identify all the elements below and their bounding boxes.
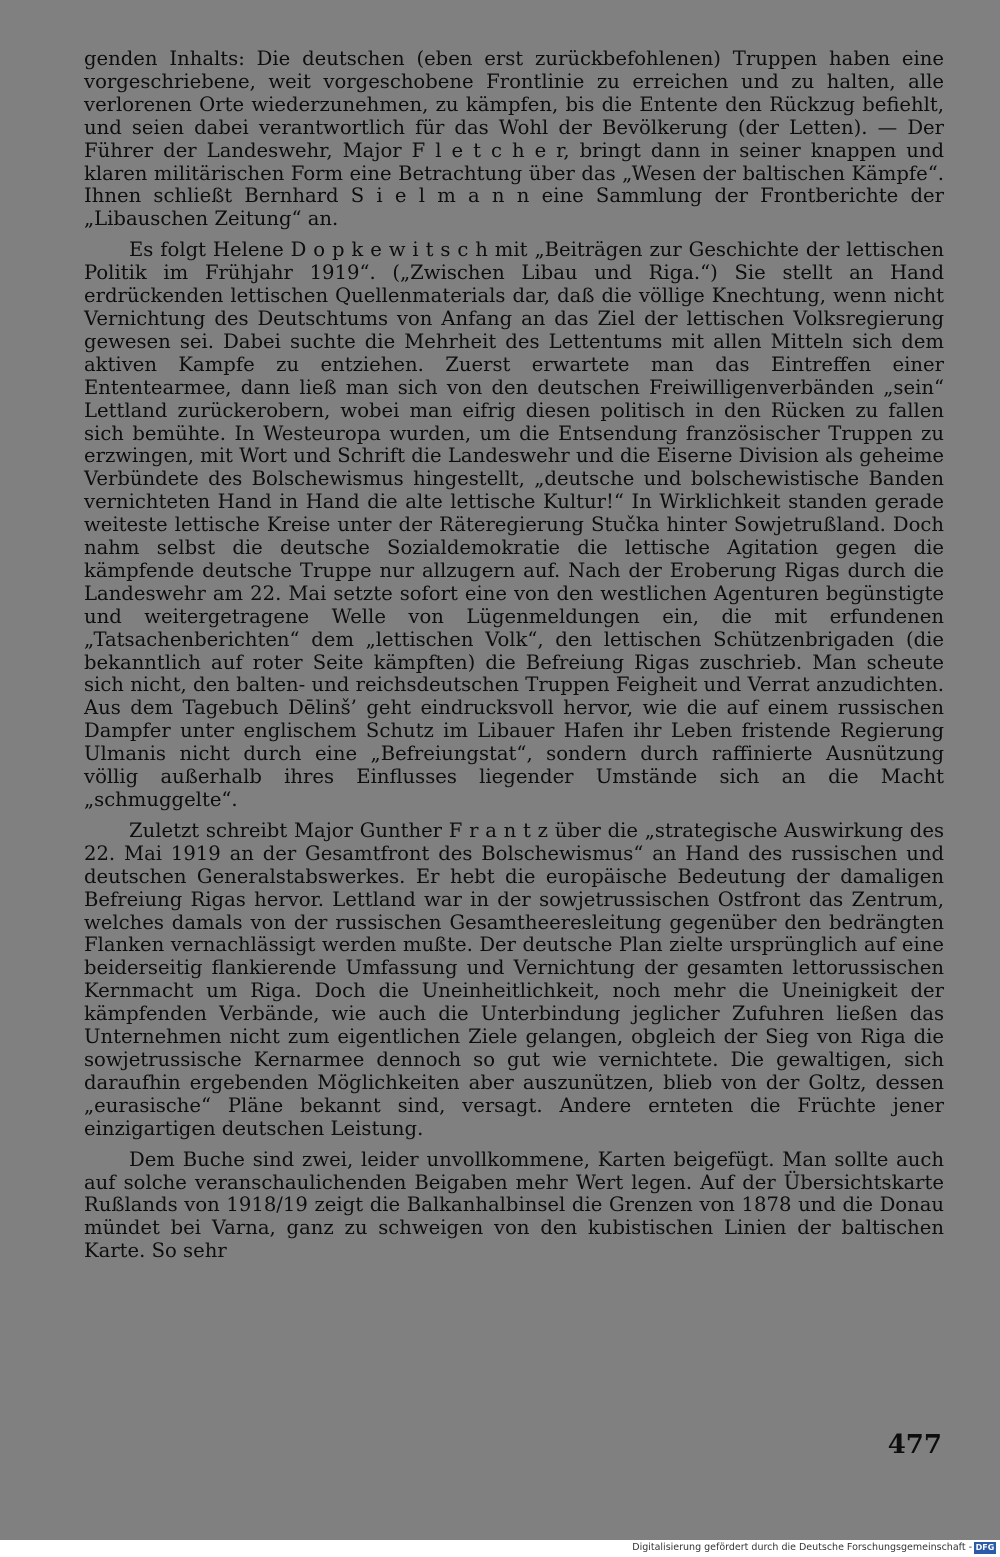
- footer-bar: [0, 1540, 1000, 1557]
- footer-credit: Digitalisierung gefördert durch die Deutsche Forschungsgemeinschaft -: [632, 1542, 972, 1553]
- dfg-logo-icon: DFG: [975, 1543, 995, 1552]
- body-text: [84, 48, 944, 1271]
- paragraph-frantz: Zuletzt schreibt Major Gunther F r a n t z über die „strategische Auswirkung des 22. Mai 1919 an der Gesamtfront des Bolschewismus“ an Hand des russischen und deutschen Generalstabswerkes. Er hebt die europäische Bedeutung der damaligen Befreiung Rigas hervor. Lettland war in der sowjetrussischen Ostfront das Zentrum, welches damals von der russischen Gesamtheeresleitung gegenüber den bedrängten Flanken vernachlässigt werden mußte. Der deutsche Plan zielte ursprünglich auf eine beiderseitig flankierende Umfassung und Vernichtung der gesamten lettorussischen Kernmacht um Riga. Doch die Uneinheitlichkeit, noch mehr die Uneinigkeit der kämpfenden Verbände, wie auch die Unterbindung jeglicher Zufuhren ließen das Unternehmen nicht zum eigentlichen Ziele gelangen, obgleich der Sieg von Riga die sowjetrussische Kernarmee dennoch so gut wie vernichtete. Die gewaltigen, sich daraufhin ergebenden Möglichkeiten aber auszunützen, blieb von der Goltz, dessen „eurasische“ Pläne bekannt sind, versagt. Andere ernteten die Früchte jener einzigartigen deutschen Leistung.: [84, 818, 944, 1140]
- page-number: 477: [887, 1430, 942, 1460]
- paragraph-maps: Dem Buche sind zwei, leider unvollkommene, Karten beigefügt. Man sollte auch auf solche veranschaulichenden Beigaben mehr Wert legen. Auf der Übersichtskarte Rußlands von 1918/19 zeigt die Balkanhalbinsel die Grenzen von 1878 und die Donau mündet bei Varna, ganz zu schweigen von den kubistischen Linien der baltischen Karte. So sehr: [84, 1147, 944, 1263]
- paragraph-continuation: genden Inhalts: Die deutschen (eben erst zurückbefohlenen) Truppen haben eine vorgeschriebene, weit vorgeschobene Frontlinie zu erreichen und zu halten, alle verlorenen Orte wiederzunehmen, zu kämpfen, bis die Entente den Rückzug befiehlt, und seien dabei verantwortlich für das Wohl der Bevölkerung (der Letten). — Der Führer der Landeswehr, Major F l e t c h e r, bringt dann in seiner knappen und klaren militärischen Form eine Betrachtung über das „Wesen der baltischen Kämpfe“. Ihnen schließt Bernhard S i e l m a n n eine Sammlung der Frontberichte der „Libauschen Zeitung“ an.: [84, 47, 944, 231]
- paragraph-dopkewitsch: Es folgt Helene D o p k e w i t s c h mit „Beiträgen zur Geschichte der lettischen Politik im Frühjahr 1919“. („Zwischen Libau und Riga.“) Sie stellt an Hand erdrückenden lettischen Quellenmaterials dar, daß die völlige Knechtung, wenn nicht Vernichtung des Deutschtums von Anfang an das Ziel der lettischen Volksregierung gewesen sei. Dabei suchte die Mehrheit des Lettentums mit allen Mitteln sich dem aktiven Kampfe zu entziehen. Zuerst erwartete man das Eintreffen einer Ententearmee, dann ließ man sich von den deutschen Freiwilligenverbänden „sein“ Lettland zurückerobern, wobei man eifrig diesen politisch in den Rücken zu fallen sich bemühte. In Westeuropa wurden, um die Entsendung französischer Truppen zu erzwingen, mit Wort und Schrift die Landeswehr und die Eiserne Division als geheime Verbündete des Bolschewismus hingestellt, „deutsche und bolschewistische Banden vernichteten Hand in Hand die alte lettische Kultur!“ In Wirklichkeit standen gerade weiteste lettische Kreise unter der Räteregierung Stučka hinter Sowjetrußland. Doch nahm selbst die deutsche Sozialdemokratie die lettische Agitation gegen die kämpfende deutsche Truppe nur allzugern auf. Nach der Eroberung Rigas durch die Landeswehr am 22. Mai setzte sofort eine von den westlichen Agenturen begünstigte und weitergetragene Welle von Lügenmeldungen ein, die mit erfundenen „Tatsachenberichten“ dem „lettischen Volk“, den lettischen Schützenbrigaden (die bekanntlich auf roter Seite kämpften) die Befreiung Rigas zuschrieb. Man scheute sich nicht, den balten- und reichsdeutschen Truppen Feigheit und Verrat anzudichten. Aus dem Tagebuch Dēlinš’ geht eindrucksvoll hervor, wie die auf einem russischen Dampfer unter englischem Schutz im Libauer Hafen ihr Leben fristende Regierung Ulmanis nicht durch eine „Befreiungstat“, sondern durch raffinierte Ausnützung völlig außerhalb ihres Einflusses liegender Umstände sich an die Macht „schmuggelte“.: [84, 238, 944, 811]
